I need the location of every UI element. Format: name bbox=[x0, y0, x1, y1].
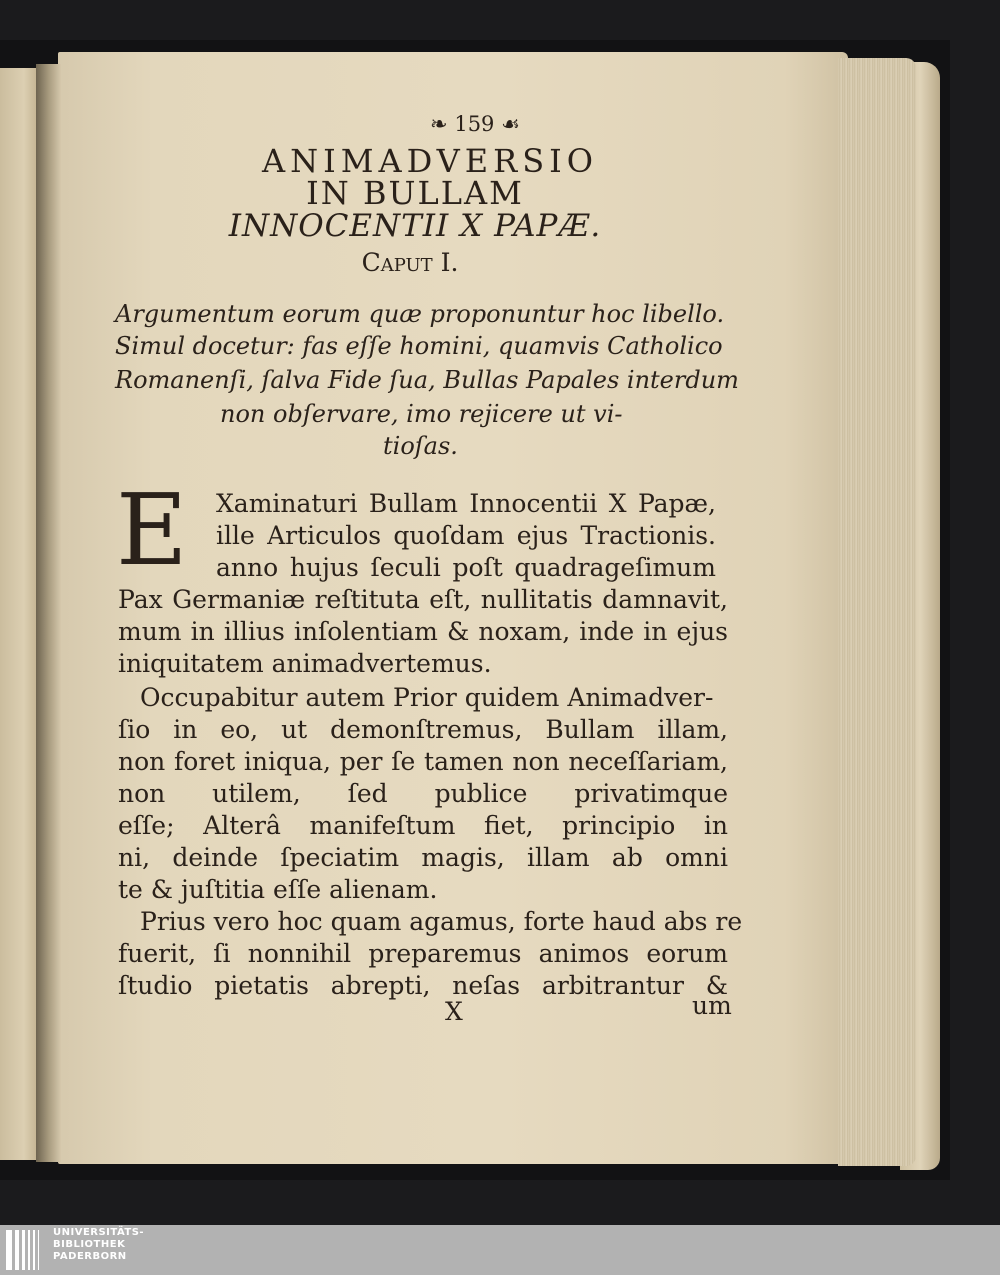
logo-line: PADERBORN bbox=[53, 1251, 127, 1262]
logo-line: BIBLIOTHEK bbox=[53, 1239, 126, 1250]
page-number-value: 159 bbox=[454, 112, 495, 136]
body-line: non foret iniqua, per ſe tamen non neceſſariam, bbox=[118, 747, 728, 776]
summary-line: Argumentum eorum quæ proponuntur hoc libello. bbox=[115, 300, 725, 328]
catchword: um bbox=[692, 991, 732, 1020]
title-line-2: IN BULLAM bbox=[306, 174, 524, 212]
title-line-1: ANIMADVERSIO bbox=[261, 142, 599, 180]
body-line: ſtudio pietatis abrepti, neſas arbitrantur & bbox=[118, 971, 728, 1000]
body-line: ni, deinde ſpeciatim magis, illam ab omni bbox=[118, 843, 728, 872]
library-logo-icon bbox=[6, 1228, 48, 1272]
summary-line: non obſervare, imo rejicere ut vi- bbox=[220, 400, 623, 428]
chapter-heading: Caput I. bbox=[361, 248, 459, 277]
body-line: Occupabitur autem Prior quidem Animadver- bbox=[140, 683, 714, 712]
body-line: non utilem, ſed publice privatimque bbox=[118, 779, 728, 808]
ornament-right-icon: ☙ bbox=[494, 112, 520, 136]
summary-line: tioſas. bbox=[383, 432, 458, 460]
drop-cap: E bbox=[116, 474, 188, 588]
body-line: anno hujus ſeculi poſt quadrageſimum bbox=[216, 553, 716, 582]
summary-line: Simul docetur: fas eſſe homini, quamvis Catholico bbox=[115, 332, 723, 360]
body-line: ſio in eo, ut demonſtremus, Bullam illam, bbox=[118, 715, 728, 744]
body-line: fuerit, ſi nonnihil preparemus animos eorum bbox=[118, 939, 728, 968]
signature-mark: X bbox=[445, 997, 463, 1026]
logo-line: UNIVERSITÄTS- bbox=[53, 1227, 145, 1238]
title-line-3: INNOCENTII X PAPÆ. bbox=[228, 208, 602, 244]
body-line: te & juſtitia eſſe alienam. bbox=[118, 875, 438, 904]
body-line: iniquitatem animadvertemus. bbox=[118, 649, 492, 678]
body-line: mum in illius inſolentiam & noxam, inde in ejus bbox=[118, 617, 728, 646]
body-line: Pax Germaniæ reſtituta eſt, nullitatis damnavit, bbox=[118, 585, 728, 614]
page-number bbox=[0, 112, 975, 136]
ornament-left-icon: ❧ bbox=[430, 112, 455, 136]
body-line: Prius vero hoc quam agamus, forte haud abs re bbox=[140, 907, 743, 936]
body-line: Xaminaturi Bullam Innocentii X Papæ, bbox=[216, 489, 716, 518]
library-logo-text bbox=[53, 1227, 213, 1263]
body-line: eſſe; Alterâ manifeſtum fiet, principio in bbox=[118, 811, 728, 840]
body-line: ille Articulos quoſdam ejus Tractionis. bbox=[216, 521, 716, 550]
summary-line: Romanenſi, ſalva Fide ſua, Bullas Papales interdum bbox=[115, 366, 739, 394]
